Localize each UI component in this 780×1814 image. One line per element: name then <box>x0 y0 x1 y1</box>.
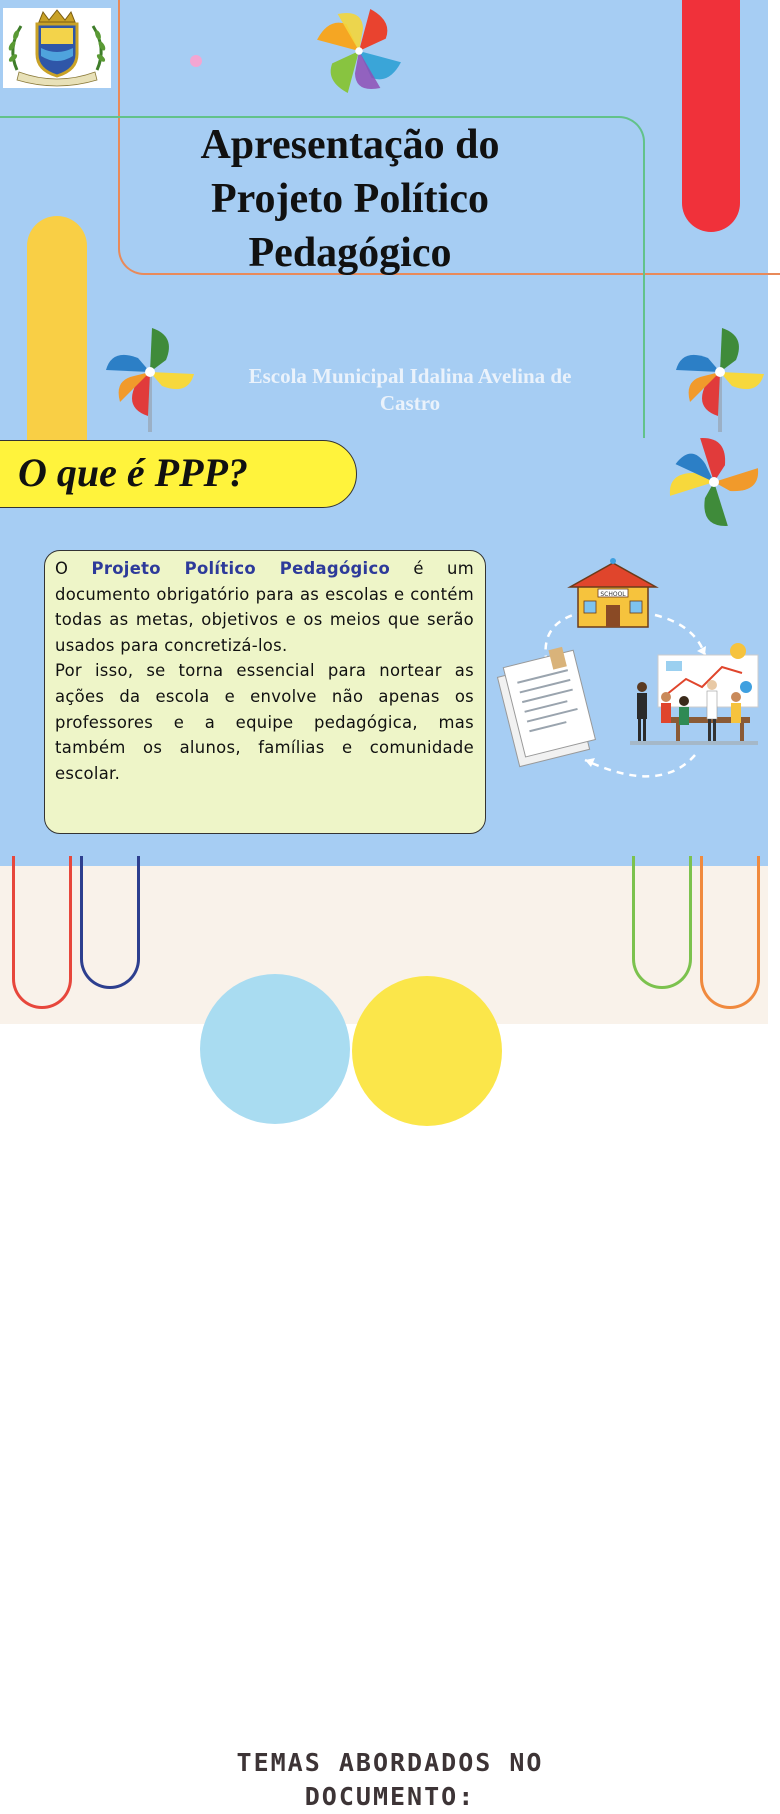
school-sign: SCHOOL <box>600 591 626 598</box>
school-building-icon <box>570 558 656 627</box>
document-stack-icon <box>494 644 597 766</box>
pinwheel-icon <box>670 322 770 432</box>
topics-heading-line-1: TEMAS ABORDADOS NO <box>236 1748 544 1777</box>
coat-of-arms-logo <box>3 8 111 88</box>
paragraph-1 <box>55 556 474 658</box>
school-name-line-2: Castro <box>379 391 441 415</box>
topics-heading-line-2: DOCUMENTO: <box>304 1782 476 1811</box>
description-text <box>55 556 474 786</box>
paragraph-2: Por isso, se torna essencial para nortear as ações da escola e envolve não apenas os professores e a equipe pedagógica, mas também os alunos, famílias e comunidade escolar. <box>55 661 474 783</box>
paragraph-1-end: é um documento obrigatório para as escolas e contém todas as metas, objetivos e os meios que serão usados para concretizá-los. <box>55 559 475 655</box>
highlighted-term: Projeto Político Pedagógico <box>91 559 391 578</box>
slide-top-section <box>0 0 768 866</box>
slide-bottom-section <box>0 866 768 1811</box>
question-heading: O que é PPP? <box>18 450 248 495</box>
pinwheel-icon <box>664 432 764 532</box>
title-line-1: Apresentação do <box>200 122 500 168</box>
school-name <box>200 363 620 417</box>
decorative-yellow-bar <box>27 216 87 446</box>
pinwheel-icon <box>100 322 200 432</box>
decorative-dot <box>190 55 202 67</box>
topics-heading <box>190 1746 590 1814</box>
decorative-blue-clip <box>80 856 140 989</box>
decorative-blue-circle <box>200 974 350 1124</box>
school-name-line-1: Escola Municipal Idalina Avelina de <box>248 364 572 388</box>
paragraph-1-start: O <box>55 559 92 578</box>
team-meeting-icon <box>630 643 758 745</box>
decorative-orange-clip <box>700 856 760 1009</box>
school-cycle-illustration <box>490 555 765 795</box>
decorative-green-clip <box>632 856 692 989</box>
coat-of-arms-icon <box>3 8 111 88</box>
decorative-yellow-circle <box>352 976 502 1126</box>
decorative-red-clip <box>12 856 72 1009</box>
pinwheel-icon <box>305 0 413 102</box>
title-line-2: Projeto Político <box>211 176 489 222</box>
title-line-3: Pedagógico <box>248 230 452 276</box>
page-title <box>120 118 580 280</box>
decorative-red-bar <box>682 0 740 232</box>
